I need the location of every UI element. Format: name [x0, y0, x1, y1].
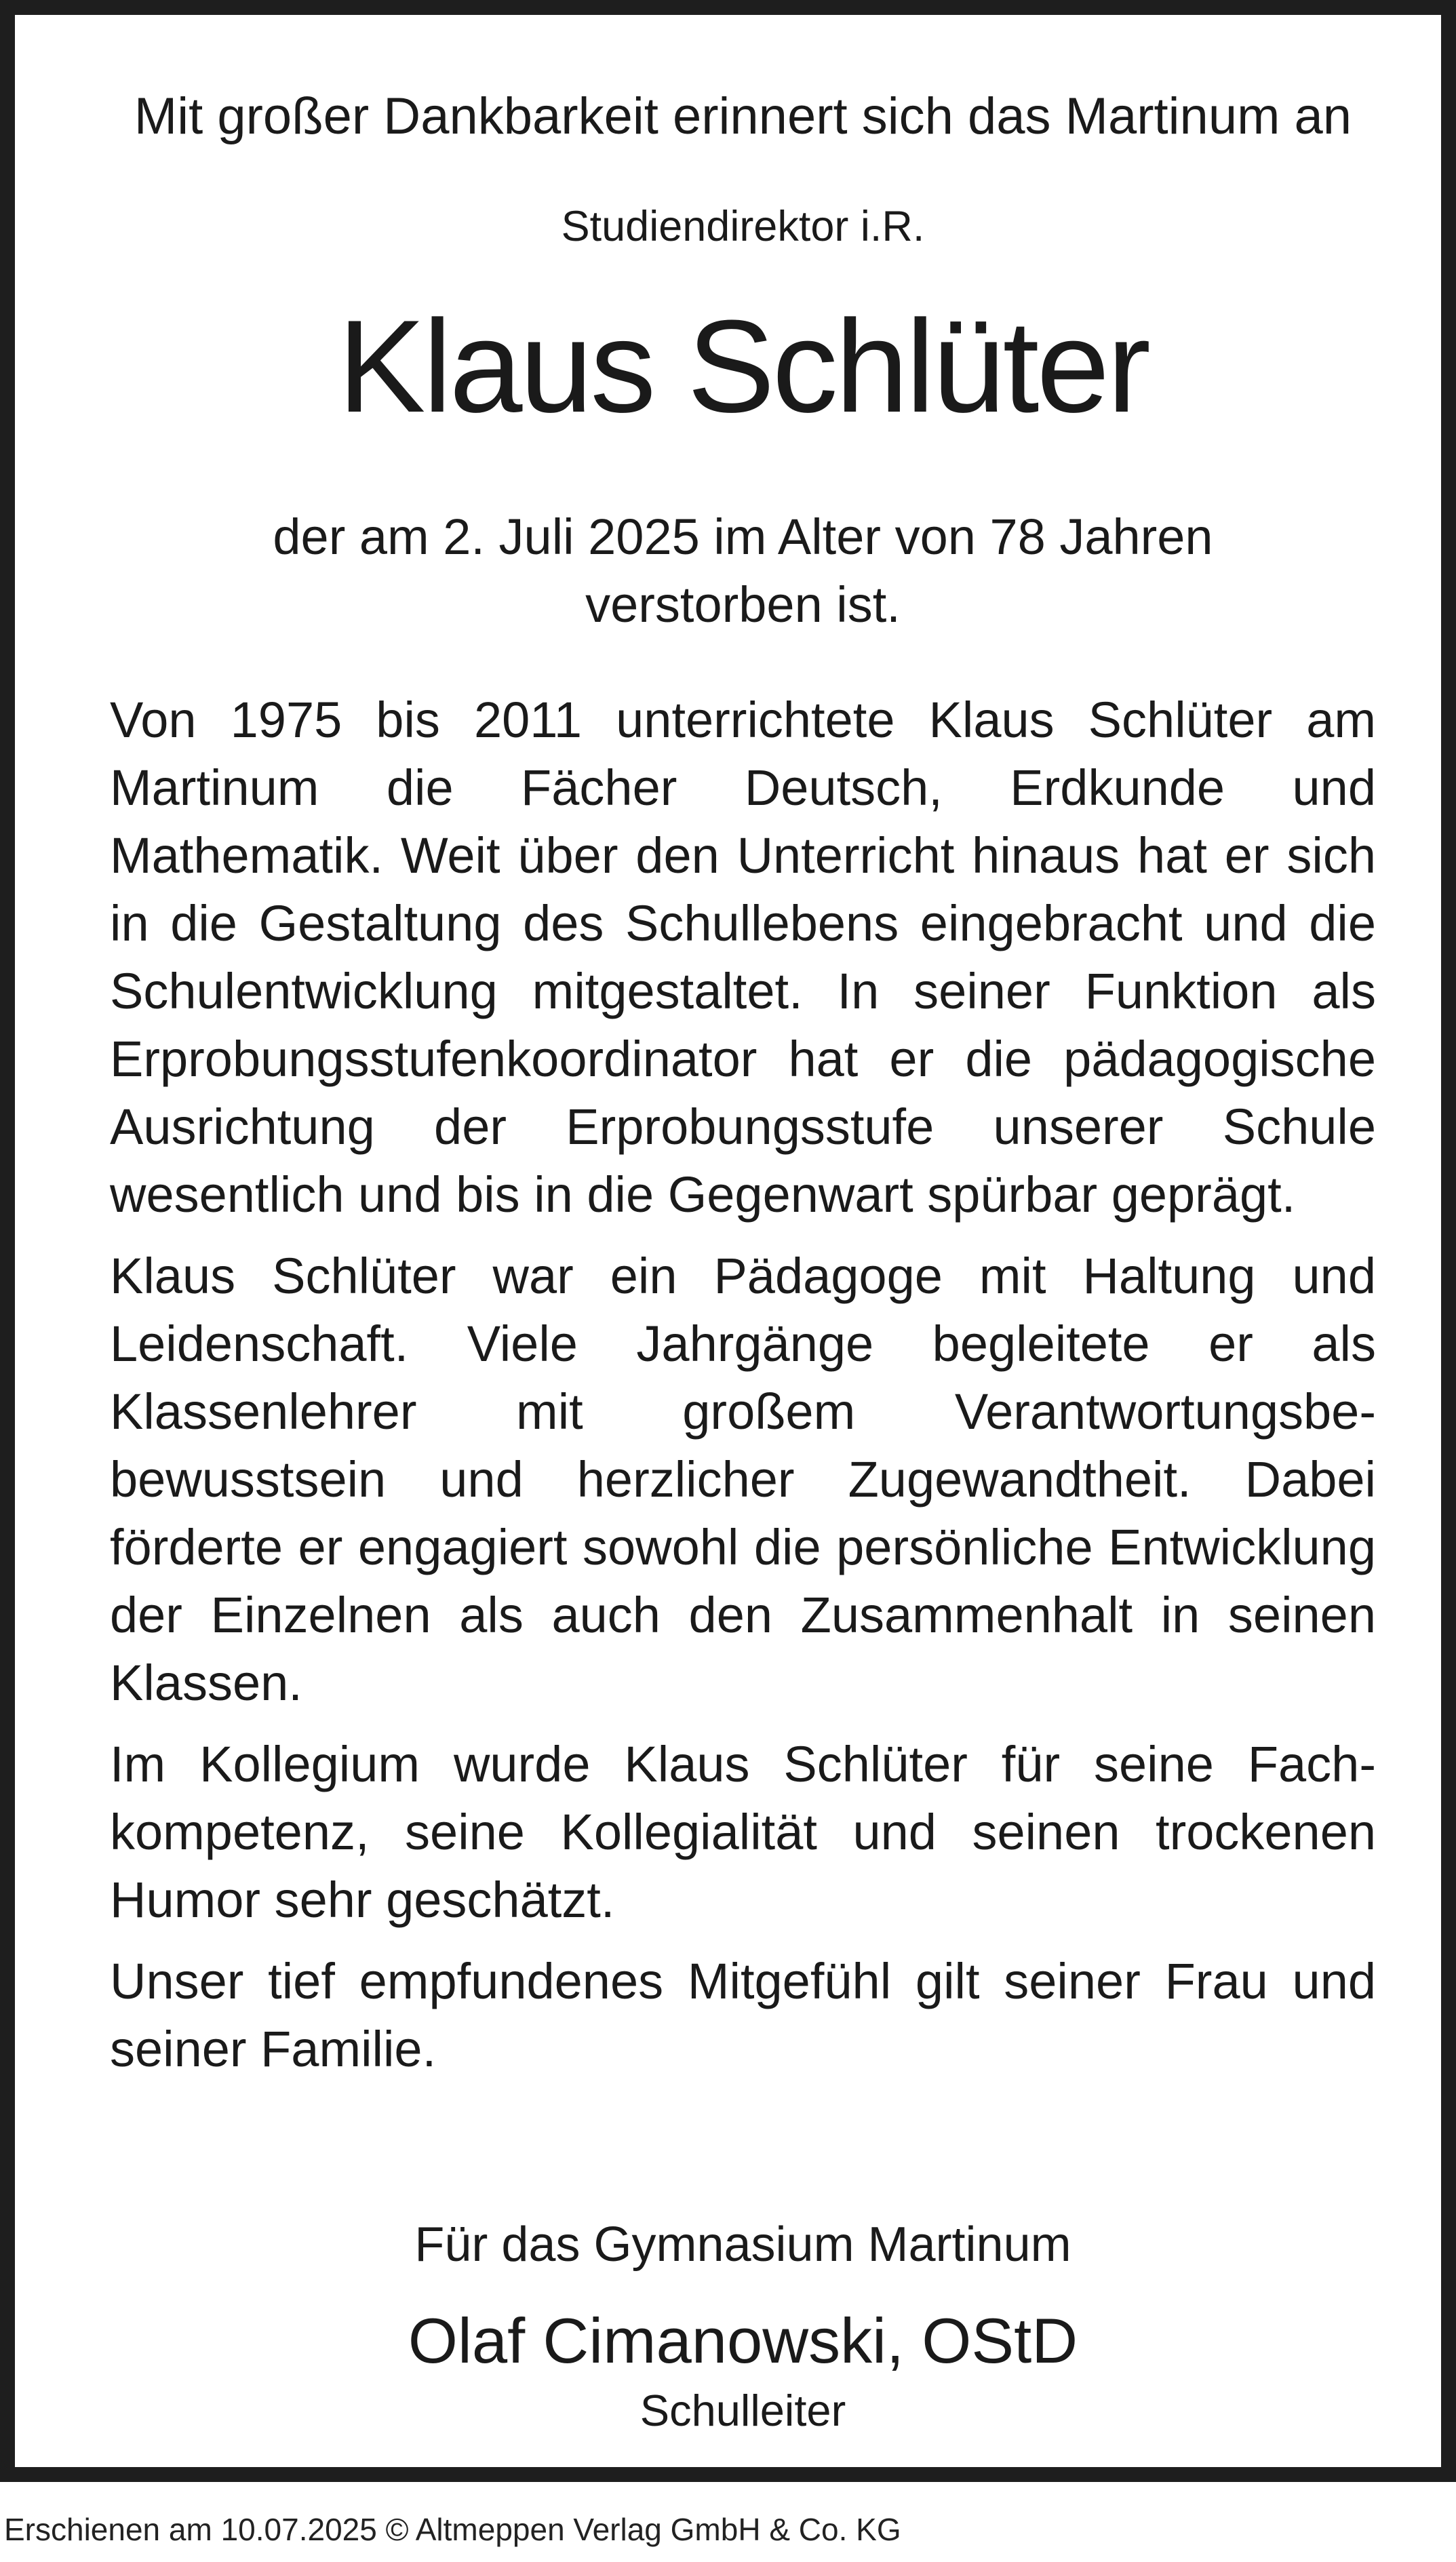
death-line-2: verstorben ist. [585, 576, 901, 633]
paragraph-colleagues: Im Kollegium wurde Klaus Schlüter für seine Fachkompetenz, seine Kollegialität und seinen trockenen Humor sehr geschätzt. [110, 1736, 1376, 1928]
obituary-body [110, 686, 1376, 2097]
signer-role: Schulleiter [640, 2386, 846, 2435]
publication-footer: Erschienen am 10.07.2025 © Altmeppen Verlag GmbH & Co. KG [4, 2512, 901, 2547]
paragraph-pedagogy: Klaus Schlüter war ein Pädagoge mit Haltung und Leidenschaft. Viele Jahrgänge begleitete er als Klassenlehrer mit großem Verantwortungsbebewusstsein und herzlicher Zugewandtheit. Dabei förderte er engagiert sowohl die persönliche Entwicklung der Einzelnen als auch den Zusammenhalt in seinen Klassen. [110, 1248, 1376, 1711]
closing-line: Für das Gymnasium Martinum [414, 2218, 1071, 2272]
death-line-1: der am 2. Juli 2025 im Alter von 78 Jahren [273, 509, 1213, 565]
intro-line: Mit großer Dankbarkeit erinnert sich das Martinum an [134, 87, 1352, 145]
signer-name: Olaf Cimanowski, OStD [408, 2305, 1078, 2376]
deceased-name: Klaus Schlüter [338, 293, 1148, 440]
paragraph-condolences: Unser tief empfundenes Mitgefühl gilt seiner Frau und seiner Familie. [110, 1953, 1376, 2077]
death-info [110, 503, 1376, 639]
title-prefix: Studiendirektor i.R. [561, 203, 925, 250]
paragraph-career: Von 1975 bis 2011 unterrichtete Klaus Schlüter am Martinum die Fächer Deutsch, Erdkunde und Mathematik. Weit über den Unterricht hinaus hat er sich in die Gestaltung des Schullebens eingebracht und die Schulentwicklung mitgestaltet. In seiner Funktion als Erprobungsstufenkoordinator hat er die pädagogische Ausrichtung der Erprobungsstufe unserer Schule wesentlich und bis in die Gegenwart spürbar geprägt. [110, 692, 1376, 1223]
